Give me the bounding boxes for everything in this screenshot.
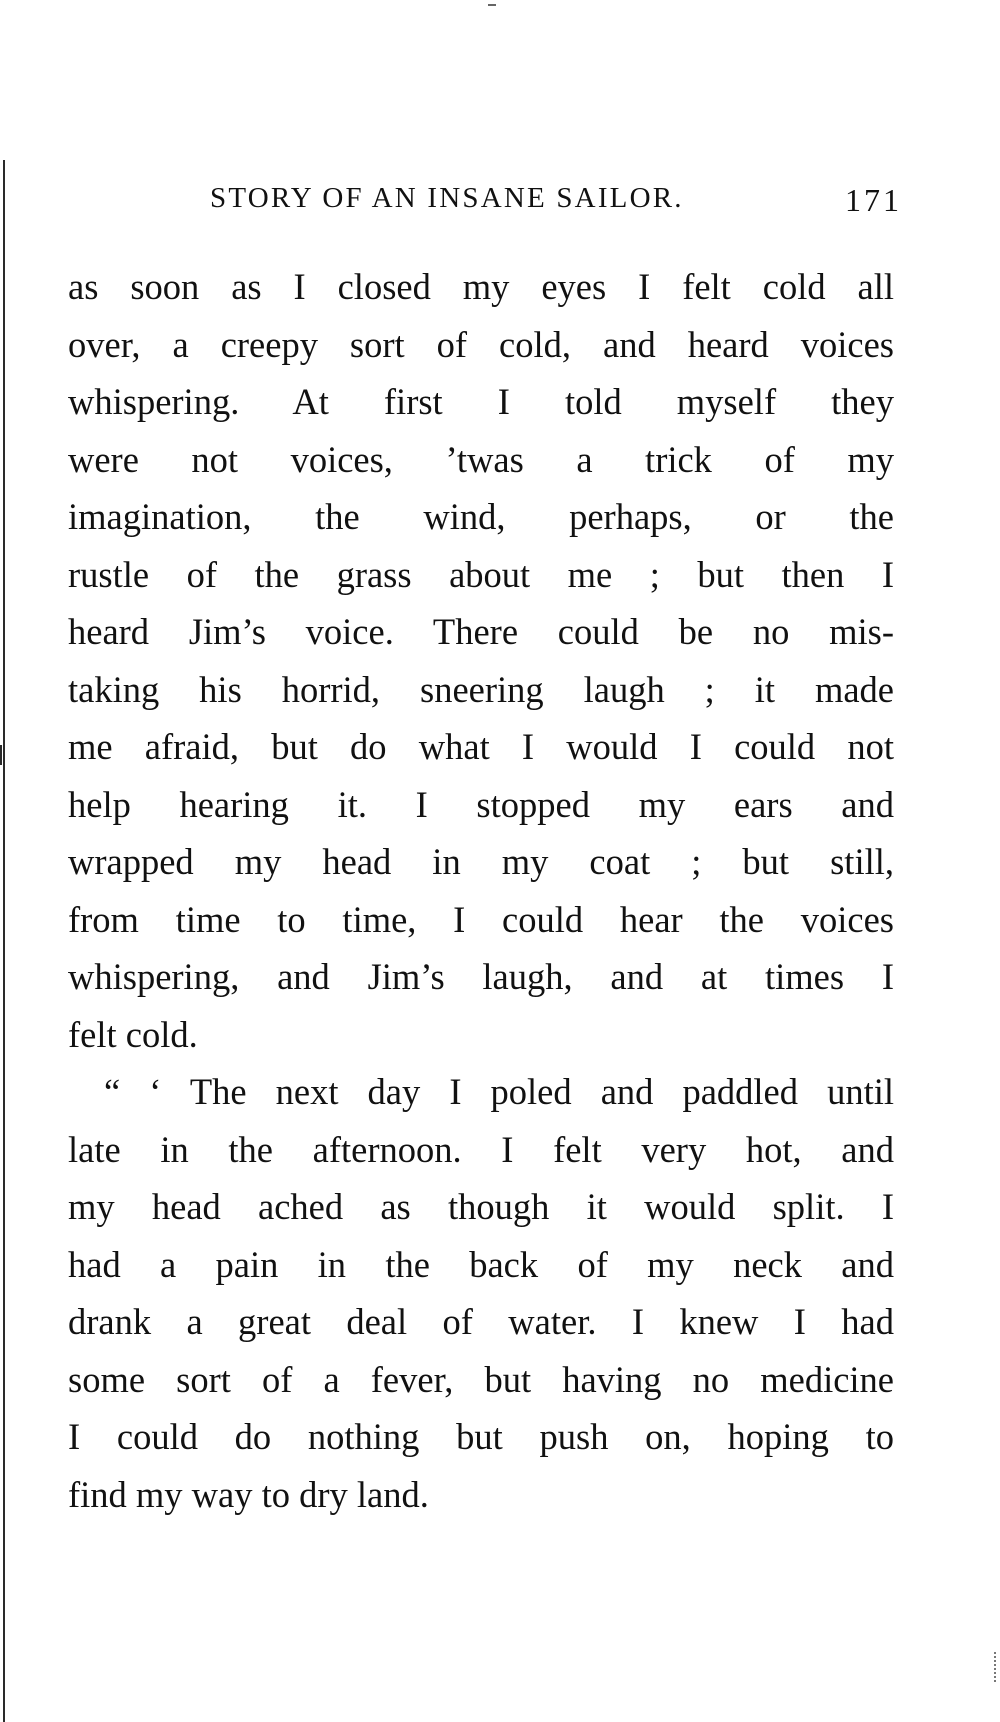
text-line: had a pain in the back of my neck and [68, 1243, 894, 1285]
scan-mark-right [990, 1652, 996, 1682]
text-line: I could do nothing but push on, hoping to [68, 1416, 894, 1457]
page-number: 171 [845, 182, 902, 218]
text-line: heard Jim’s voice. There could be no mis- [68, 611, 894, 652]
text-line: “ ‘ The next day I poled and paddled until [104, 1071, 894, 1112]
text-line: as soon as I closed my eyes I felt cold all [68, 266, 894, 307]
paragraph [68, 258, 894, 1063]
scan-mark-top [488, 4, 496, 6]
running-head: STORY OF AN INSANE SAILOR. [210, 182, 684, 214]
text-line: whispering, and Jim’s laugh, and at times I [68, 956, 894, 997]
body-text [68, 258, 894, 1523]
text-line: late in the afternoon. I felt very hot, and [68, 1128, 894, 1170]
scan-mark-left [0, 745, 9, 765]
text-line: were not voices, ’twas a trick of my [68, 438, 894, 480]
text-line: drank a great deal of water. I knew I had [68, 1301, 894, 1342]
text-line: my head ached as though it would split. I [68, 1186, 894, 1227]
text-line: over, a creepy sort of cold, and heard voices [68, 323, 894, 365]
text-line: help hearing it. I stopped my ears and [68, 783, 894, 825]
text-line: felt cold. [68, 1013, 198, 1055]
text-line: find my way to dry land. [68, 1473, 429, 1515]
text-line: taking his horrid, sneering laugh ; it made [68, 668, 894, 710]
page-edge-left [3, 160, 5, 1722]
text-line: me afraid, but do what I would I could not [68, 726, 894, 767]
text-line: rustle of the grass about me ; but then I [68, 553, 894, 595]
text-line: whispering. At first I told myself they [68, 381, 894, 422]
text-line: imagination, the wind, perhaps, or the [68, 496, 894, 537]
text-line: some sort of a fever, but having no medicine [68, 1358, 894, 1400]
paragraph [68, 1063, 894, 1523]
text-line: wrapped my head in my coat ; but still, [68, 841, 894, 882]
page-header [210, 182, 910, 222]
text-line: from time to time, I could hear the voices [68, 898, 894, 940]
